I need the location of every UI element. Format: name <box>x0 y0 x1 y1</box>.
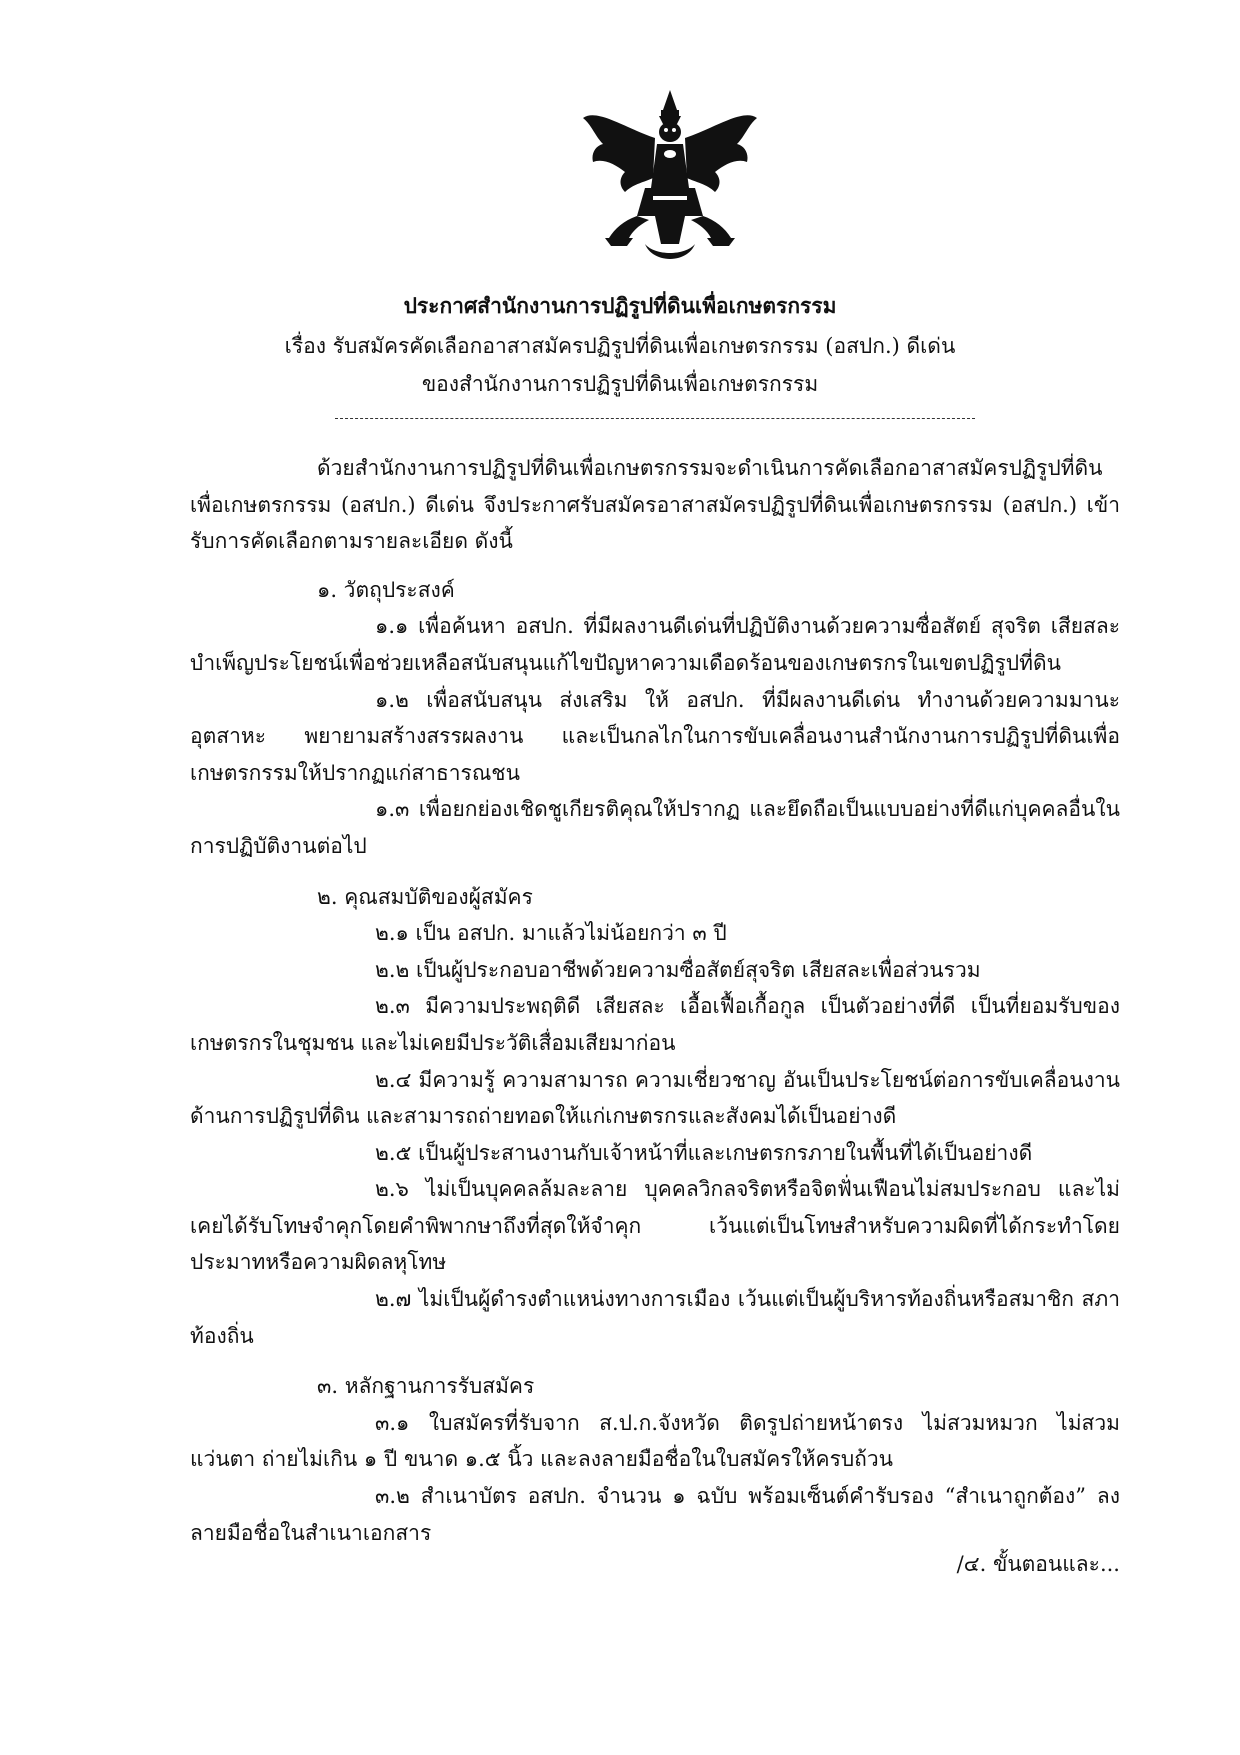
section-item: ๒.๔ มีความรู้ ความสามารถ ความเชี่ยวชาญ อันเป็นประโยชน์ต่อการขับเคลื่อนงานด้านการปฏิรูปที่ดิน และสามารถถ่ายทอดให้แก่เกษตรกรและสังคมได้เป็นอย่างดี <box>190 1067 1120 1129</box>
dashed-separator <box>335 418 975 419</box>
announcement-title: ประกาศสำนักงานการปฏิรูปที่ดินเพื่อเกษตรกรรม <box>403 293 837 318</box>
section-item: ๒.๓ มีความประพฤติดี เสียสละ เอื้อเฟื้อเกื้อกูล เป็นตัวอย่างที่ดี เป็นที่ยอมรับของเกษตรกรในชุมชน และไม่เคยมีประวัติเสื่อมเสียมาก่อน <box>190 994 1120 1055</box>
announcement-subject: เรื่อง รับสมัครคัดเลือกอาสาสมัครปฏิรูปที่ดินเพื่อเกษตรกรรม (อสปก.) ดีเด่น <box>284 334 956 358</box>
announcement-body <box>190 450 1120 1551</box>
garuda-emblem-icon <box>575 88 765 268</box>
section-heading: ๒. คุณสมบัติของผู้สมัคร <box>317 884 533 909</box>
section-item: ๒.๗ ไม่เป็นผู้ดำรงตำแหน่งทางการเมือง เว้นแต่เป็นผู้บริหารท้องถิ่นหรือสมาชิก สภาท้องถิ่น <box>190 1287 1120 1348</box>
section-item: ๑.๒ เพื่อสนับสนุน ส่งเสริม ให้ อสปก. ที่มีผลงานดีเด่น ทำงานด้วยความมานะ อุตสาหะ พยายามสร้างสรรผลงาน และเป็นกลไกในการขับเคลื่อนงานสำนักงานการปฏิรูปที่ดินเพื่อเกษตรกรรมให้ปรากฏแก่สาธารณชน <box>190 687 1120 785</box>
section-item: ๑.๓ เพื่อยกย่องเชิดชูเกียรติคุณให้ปรากฏ และยึดถือเป็นแบบอย่างที่ดีแก่บุคคลอื่นในการปฏิบัติงานต่อไป <box>190 797 1120 858</box>
section-item: ๒.๒ เป็นผู้ประกอบอาชีพด้วยความซื่อสัตย์สุจริต เสียสละเพื่อส่วนรวม <box>375 957 981 982</box>
continuation-note: /๔. ขั้นตอนและ... <box>956 1552 1120 1576</box>
section-item: ๒.๑ เป็น อสปก. มาแล้วไม่น้อยกว่า ๓ ปี <box>375 921 727 946</box>
section-heading: ๑. วัตถุประสงค์ <box>317 577 455 602</box>
section-item: ๓.๑ ใบสมัครที่รับจาก ส.ป.ก.จังหวัด ติดรูปถ่ายหน้าตรง ไม่สวมหมวก ไม่สวมแว่นตา ถ่ายไม่เกิน ๑ ปี ขนาด ๑.๕ นิ้ว และลงลายมือชื่อในใบสมัครให้ครบถ้วน <box>190 1410 1120 1472</box>
announcement-subject-continued: ของสำนักงานการปฏิรูปที่ดินเพื่อเกษตรกรรม <box>421 372 819 396</box>
section-heading: ๓. หลักฐานการรับสมัคร <box>317 1374 535 1399</box>
section-item: ๓.๒ สำเนาบัตร อสปก. จำนวน ๑ ฉบับ พร้อมเซ็นต์คำรับรอง “สำเนาถูกต้อง” ลงลายมือชื่อในสำเนาเอกสาร <box>190 1484 1120 1545</box>
section-item: ๒.๖ ไม่เป็นบุคคลล้มละลาย บุคคลวิกลจริตหรือจิตฟั่นเฟือนไม่สมประกอบ และไม่เคยได้รับโทษจำคุกโดยคำพิพากษาถึงที่สุดให้จำคุก เว้นแต่เป็นโทษสำหรับความผิดที่ได้กระทำโดยประมาทหรือความผิดลหุโทษ <box>190 1177 1120 1275</box>
section-item: ๑.๑ เพื่อค้นหา อสปก. ที่มีผลงานดีเด่นที่ปฏิบัติงานด้วยความซื่อสัตย์ สุจริต เสียสละ บำเพ็ญประโยชน์เพื่อช่วยเหลือสนับสนุนแก้ไขปัญหาความเดือดร้อนของเกษตรกรในเขตปฏิรูปที่ดิน <box>190 614 1120 675</box>
intro-paragraph: ด้วยสำนักงานการปฏิรูปที่ดินเพื่อเกษตรกรรมจะดำเนินการคัดเลือกอาสาสมัครปฏิรูปที่ดินเพื่อเกษตรกรรม (อสปก.) ดีเด่น จึงประกาศรับสมัครอาสาสมัครปฏิรูปที่ดินเพื่อเกษตรกรรม (อสปก.) เข้ารับการคัดเลือกตามรายละเอียด ดังนี้ <box>190 456 1120 554</box>
section-item: ๒.๕ เป็นผู้ประสานงานกับเจ้าหน้าที่และเกษตรกรภายในพื้นที่ได้เป็นอย่างดี <box>375 1140 1033 1165</box>
